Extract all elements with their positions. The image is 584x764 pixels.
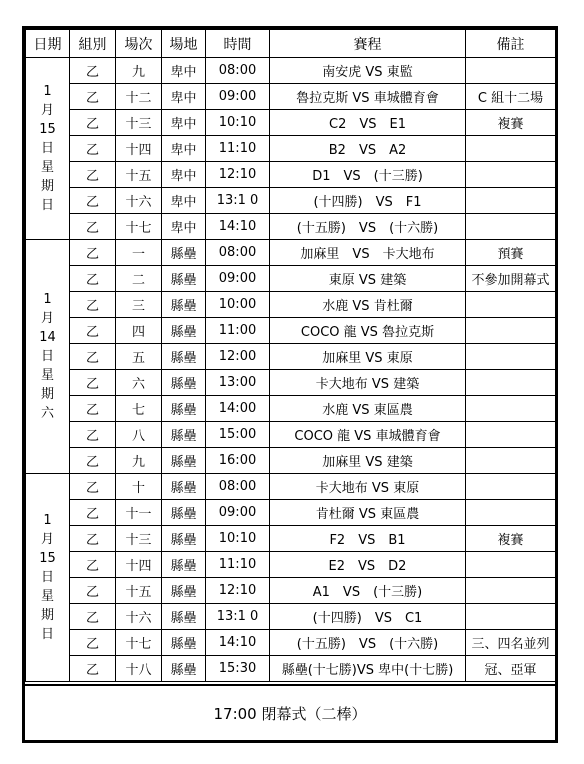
schedule-row <box>26 188 556 214</box>
group-cell: 乙 <box>70 110 116 136</box>
time-cell: 10:10 <box>206 526 270 552</box>
game-cell: 水鹿 VS 東區農 <box>270 396 466 422</box>
match-cell: 十六 <box>116 604 162 630</box>
schedule-row <box>26 630 556 656</box>
header-game: 賽程 <box>270 30 466 58</box>
note-cell <box>466 188 556 214</box>
schedule-row <box>26 318 556 344</box>
time-cell: 09:00 <box>206 500 270 526</box>
match-cell: 十二 <box>116 84 162 110</box>
game-cell: 加麻里 VS 東原 <box>270 344 466 370</box>
schedule-row <box>26 474 556 500</box>
venue-cell: 卑中 <box>162 136 206 162</box>
venue-cell: 縣壘 <box>162 344 206 370</box>
date-cell <box>26 474 70 682</box>
game-cell: D1 VS (十三勝) <box>270 162 466 188</box>
schedule-table <box>25 29 556 682</box>
game-cell: (十四勝) VS F1 <box>270 188 466 214</box>
date-char: 星 <box>40 368 54 383</box>
group-cell: 乙 <box>70 136 116 162</box>
note-cell <box>466 344 556 370</box>
venue-cell: 卑中 <box>162 162 206 188</box>
group-cell: 乙 <box>70 162 116 188</box>
group-cell: 乙 <box>70 422 116 448</box>
time-cell: 08:00 <box>206 474 270 500</box>
schedule-row <box>26 110 556 136</box>
date-char: 1 <box>43 513 52 528</box>
time-cell: 09:00 <box>206 84 270 110</box>
match-cell: 九 <box>116 448 162 474</box>
game-cell: (十四勝) VS C1 <box>270 604 466 630</box>
date-char: 星 <box>40 589 54 604</box>
date-char: 月 <box>40 311 54 326</box>
note-cell <box>466 396 556 422</box>
match-cell: 十三 <box>116 110 162 136</box>
header-venue: 場地 <box>162 30 206 58</box>
schedule-row <box>26 578 556 604</box>
match-cell: 十一 <box>116 500 162 526</box>
venue-cell: 卑中 <box>162 110 206 136</box>
date-char: 15 <box>39 122 56 137</box>
game-cell: 水鹿 VS 肯杜爾 <box>270 292 466 318</box>
time-cell: 14:00 <box>206 396 270 422</box>
time-cell: 12:10 <box>206 162 270 188</box>
match-cell: 十六 <box>116 188 162 214</box>
date-char: 1 <box>43 292 52 307</box>
schedule-row <box>26 214 556 240</box>
group-cell: 乙 <box>70 266 116 292</box>
date-char: 日 <box>40 570 54 585</box>
game-cell: (十五勝) VS (十六勝) <box>270 214 466 240</box>
match-cell: 十三 <box>116 526 162 552</box>
group-cell: 乙 <box>70 630 116 656</box>
time-cell: 14:10 <box>206 630 270 656</box>
game-cell: 肯杜爾 VS 東區農 <box>270 500 466 526</box>
game-cell: 加麻里 VS 卡大地布 <box>270 240 466 266</box>
schedule-row <box>26 396 556 422</box>
header-date: 日期 <box>26 30 70 58</box>
game-cell: (十五勝) VS (十六勝) <box>270 630 466 656</box>
group-cell: 乙 <box>70 292 116 318</box>
date-char: 日 <box>40 198 54 213</box>
schedule-row <box>26 344 556 370</box>
group-cell: 乙 <box>70 84 116 110</box>
time-cell: 08:00 <box>206 58 270 84</box>
group-cell: 乙 <box>70 448 116 474</box>
header-row <box>26 30 556 58</box>
date-char: 15 <box>39 551 56 566</box>
game-cell: 縣壘(十七勝)VS 卑中(十七勝) <box>270 656 466 682</box>
schedule-row <box>26 240 556 266</box>
schedule-row <box>26 292 556 318</box>
time-cell: 15:30 <box>206 656 270 682</box>
closing-ceremony: 17:00 閉幕式（二棒） <box>25 684 555 740</box>
venue-cell: 縣壘 <box>162 526 206 552</box>
time-cell: 09:00 <box>206 266 270 292</box>
note-cell: 不參加開幕式 <box>466 266 556 292</box>
date-char: 日 <box>40 627 54 642</box>
schedule-row <box>26 604 556 630</box>
time-cell: 13:1 0 <box>206 604 270 630</box>
note-cell: 複賽 <box>466 110 556 136</box>
note-cell <box>466 318 556 344</box>
venue-cell: 卑中 <box>162 214 206 240</box>
match-cell: 十八 <box>116 656 162 682</box>
note-cell: 複賽 <box>466 526 556 552</box>
venue-cell: 縣壘 <box>162 474 206 500</box>
time-cell: 12:00 <box>206 344 270 370</box>
game-cell: 卡大地布 VS 東原 <box>270 474 466 500</box>
group-cell: 乙 <box>70 526 116 552</box>
note-cell <box>466 578 556 604</box>
venue-cell: 縣壘 <box>162 422 206 448</box>
group-cell: 乙 <box>70 604 116 630</box>
time-cell: 13:1 0 <box>206 188 270 214</box>
note-cell <box>466 292 556 318</box>
schedule-body <box>26 58 556 682</box>
venue-cell: 縣壘 <box>162 656 206 682</box>
date-char: 日 <box>40 141 54 156</box>
game-cell: E2 VS D2 <box>270 552 466 578</box>
date-char: 1 <box>43 84 52 99</box>
group-cell: 乙 <box>70 240 116 266</box>
note-cell: 預賽 <box>466 240 556 266</box>
group-cell: 乙 <box>70 552 116 578</box>
match-cell: 十四 <box>116 552 162 578</box>
group-cell: 乙 <box>70 474 116 500</box>
note-cell <box>466 604 556 630</box>
group-cell: 乙 <box>70 214 116 240</box>
group-cell: 乙 <box>70 656 116 682</box>
header-note: 備註 <box>466 30 556 58</box>
date-char: 期 <box>40 179 54 194</box>
venue-cell: 縣壘 <box>162 396 206 422</box>
date-char: 六 <box>40 406 54 421</box>
schedule-row <box>26 84 556 110</box>
game-cell: C2 VS E1 <box>270 110 466 136</box>
venue-cell: 縣壘 <box>162 370 206 396</box>
schedule-row <box>26 422 556 448</box>
venue-cell: 縣壘 <box>162 552 206 578</box>
schedule-row <box>26 136 556 162</box>
time-cell: 14:10 <box>206 214 270 240</box>
schedule-row <box>26 526 556 552</box>
venue-cell: 縣壘 <box>162 292 206 318</box>
game-cell: B2 VS A2 <box>270 136 466 162</box>
match-cell: 七 <box>116 396 162 422</box>
game-cell: 加麻里 VS 建築 <box>270 448 466 474</box>
schedule-row <box>26 266 556 292</box>
match-cell: 五 <box>116 344 162 370</box>
note-cell <box>466 162 556 188</box>
note-cell <box>466 552 556 578</box>
note-cell: 冠、亞軍 <box>466 656 556 682</box>
group-cell: 乙 <box>70 344 116 370</box>
venue-cell: 卑中 <box>162 58 206 84</box>
match-cell: 八 <box>116 422 162 448</box>
note-cell <box>466 448 556 474</box>
venue-cell: 縣壘 <box>162 604 206 630</box>
game-cell: 卡大地布 VS 建築 <box>270 370 466 396</box>
time-cell: 13:00 <box>206 370 270 396</box>
match-cell: 十五 <box>116 578 162 604</box>
time-cell: 08:00 <box>206 240 270 266</box>
match-cell: 二 <box>116 266 162 292</box>
group-cell: 乙 <box>70 396 116 422</box>
schedule-row <box>26 448 556 474</box>
venue-cell: 縣壘 <box>162 630 206 656</box>
note-cell <box>466 214 556 240</box>
group-cell: 乙 <box>70 370 116 396</box>
game-cell: A1 VS (十三勝) <box>270 578 466 604</box>
schedule-row <box>26 500 556 526</box>
note-cell <box>466 58 556 84</box>
match-cell: 十 <box>116 474 162 500</box>
group-cell: 乙 <box>70 188 116 214</box>
match-cell: 九 <box>116 58 162 84</box>
date-char: 期 <box>40 387 54 402</box>
date-char: 14 <box>39 330 56 345</box>
date-char: 日 <box>40 349 54 364</box>
venue-cell: 縣壘 <box>162 448 206 474</box>
game-cell: 南安虎 VS 東監 <box>270 58 466 84</box>
group-cell: 乙 <box>70 58 116 84</box>
schedule-row <box>26 656 556 682</box>
note-cell <box>466 422 556 448</box>
match-cell: 六 <box>116 370 162 396</box>
note-cell <box>466 500 556 526</box>
time-cell: 11:10 <box>206 552 270 578</box>
note-cell <box>466 474 556 500</box>
schedule-frame <box>22 26 558 743</box>
match-cell: 三 <box>116 292 162 318</box>
schedule-row <box>26 370 556 396</box>
match-cell: 十七 <box>116 214 162 240</box>
game-cell: 東原 VS 建築 <box>270 266 466 292</box>
note-cell: C 組十二場 <box>466 84 556 110</box>
header-group: 組別 <box>70 30 116 58</box>
date-char: 星 <box>40 160 54 175</box>
match-cell: 一 <box>116 240 162 266</box>
time-cell: 11:00 <box>206 318 270 344</box>
venue-cell: 縣壘 <box>162 500 206 526</box>
time-cell: 11:10 <box>206 136 270 162</box>
venue-cell: 縣壘 <box>162 240 206 266</box>
match-cell: 十四 <box>116 136 162 162</box>
time-cell: 15:00 <box>206 422 270 448</box>
time-cell: 16:00 <box>206 448 270 474</box>
venue-cell: 縣壘 <box>162 578 206 604</box>
group-cell: 乙 <box>70 318 116 344</box>
note-cell: 三、四名並列 <box>466 630 556 656</box>
game-cell: COCO 龍 VS 魯拉克斯 <box>270 318 466 344</box>
group-cell: 乙 <box>70 500 116 526</box>
note-cell <box>466 136 556 162</box>
venue-cell: 縣壘 <box>162 318 206 344</box>
group-cell: 乙 <box>70 578 116 604</box>
venue-cell: 卑中 <box>162 188 206 214</box>
header-time: 時間 <box>206 30 270 58</box>
date-cell <box>26 58 70 240</box>
date-cell <box>26 240 70 474</box>
game-cell: F2 VS B1 <box>270 526 466 552</box>
game-cell: 魯拉克斯 VS 車城體育會 <box>270 84 466 110</box>
game-cell: COCO 龍 VS 車城體育會 <box>270 422 466 448</box>
header-match: 場次 <box>116 30 162 58</box>
date-char: 月 <box>40 103 54 118</box>
time-cell: 12:10 <box>206 578 270 604</box>
time-cell: 10:00 <box>206 292 270 318</box>
match-cell: 十五 <box>116 162 162 188</box>
schedule-row <box>26 58 556 84</box>
venue-cell: 縣壘 <box>162 266 206 292</box>
note-cell <box>466 370 556 396</box>
date-char: 月 <box>40 532 54 547</box>
schedule-row <box>26 552 556 578</box>
schedule-row <box>26 162 556 188</box>
time-cell: 10:10 <box>206 110 270 136</box>
match-cell: 四 <box>116 318 162 344</box>
match-cell: 十七 <box>116 630 162 656</box>
date-char: 期 <box>40 608 54 623</box>
venue-cell: 卑中 <box>162 84 206 110</box>
